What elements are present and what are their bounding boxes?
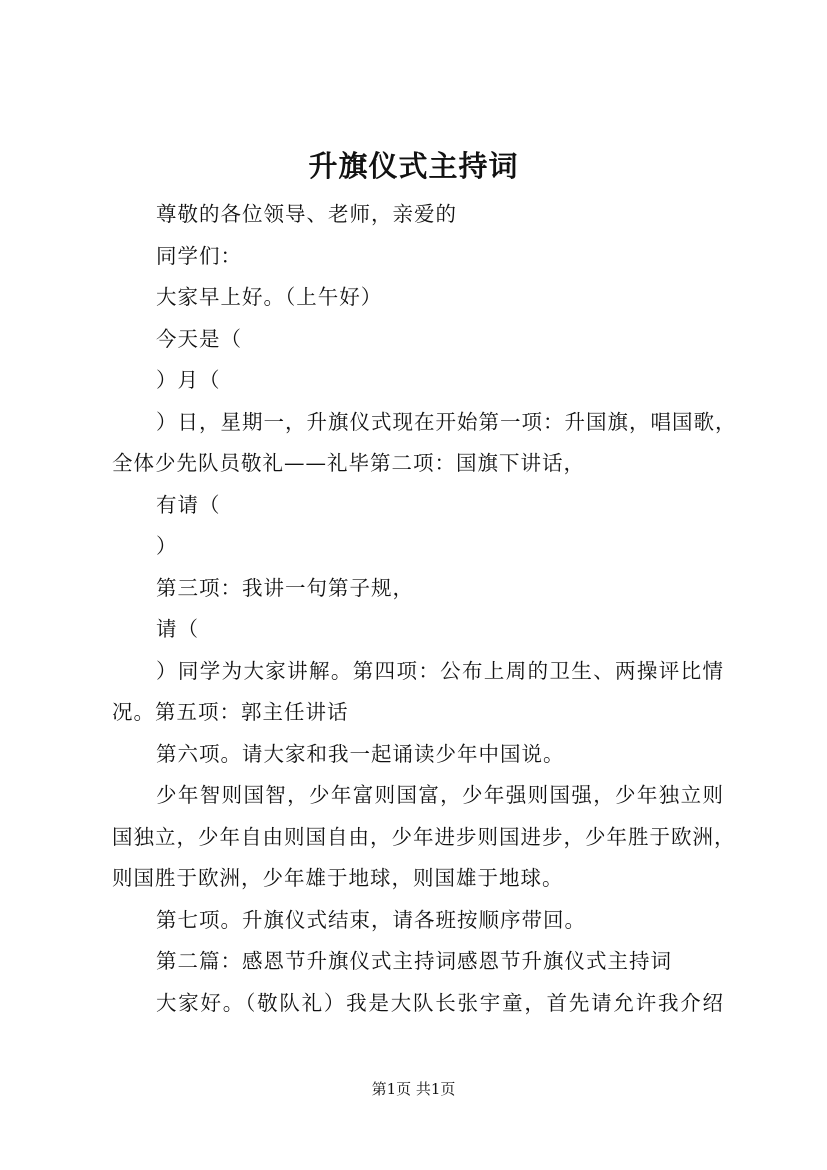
paragraph-line: 有请（: [156, 492, 221, 517]
paragraph-line: 则国胜于欧洲，少年雄于地球，则国雄于地球。: [112, 866, 564, 890]
paragraph-line: 尊敬的各位领导、老师，亲爱的: [156, 202, 457, 226]
paragraph-line: 第三项：我讲一句第子规，: [156, 575, 414, 600]
paragraph-line: 第二篇：感恩节升旗仪式主持词感恩节升旗仪式主持词: [156, 949, 672, 973]
paragraph-line: 国独立，少年自由则国自由，少年进步则国进步，少年胜于欧洲，: [112, 824, 736, 849]
paragraph-line: 今天是（: [156, 326, 242, 351]
paragraph-line: 第六项。请大家和我一起诵读少年中国说。: [156, 741, 565, 766]
paragraph-line: 况。第五项：郭主任讲话: [112, 700, 349, 724]
page-footer: 第1页 共1页: [371, 1080, 456, 1098]
paragraph-line: ）日，星期一，升旗仪式现在开始第一项：升国旗，唱国歌，: [156, 409, 737, 434]
paragraph-line: ）同学为大家讲解。第四项：公布上周的卫生、两操评比情: [156, 658, 724, 683]
paragraph-line: 请（: [156, 617, 199, 641]
paragraph-line: ）: [156, 534, 178, 558]
paragraph-line: 大家好。（敬队礼）我是大队长张宇童，首先请允许我介绍: [156, 990, 724, 1015]
paragraph-line: 少年智则国智，少年富则国富，少年强则国强，少年独立则: [156, 783, 724, 807]
document-title: 升旗仪式主持词: [308, 149, 519, 183]
paragraph-line: 第七项。升旗仪式结束，请各班按顺序带回。: [156, 907, 586, 932]
document-body: [112, 194, 737, 1024]
paragraph-line: ）月（: [156, 368, 221, 392]
paragraph-line: 同学们：: [156, 243, 242, 268]
paragraph-line: 全体少先队员敬礼——礼毕第二项：国旗下讲话，: [112, 451, 585, 475]
paragraph-line: 大家早上好。（上午好）: [156, 285, 383, 309]
